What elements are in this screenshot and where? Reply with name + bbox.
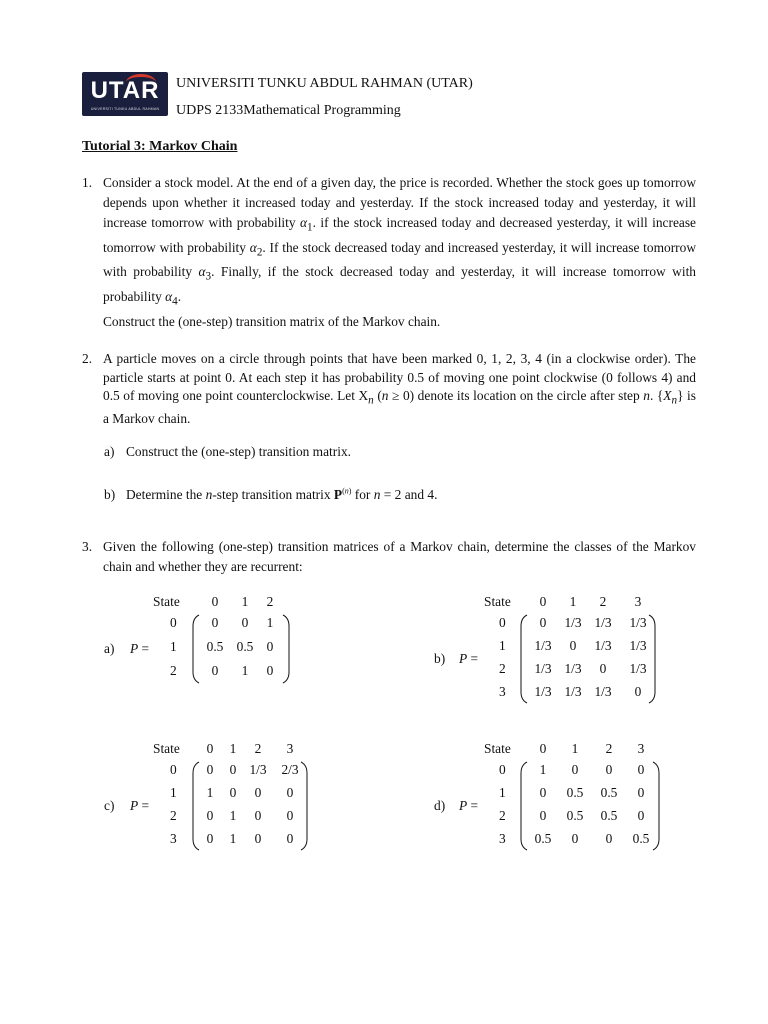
matrix-cell: 0 xyxy=(206,831,214,846)
matrix-column-state: 3 xyxy=(286,741,294,756)
matrix-cell: 1/3 xyxy=(564,661,582,676)
matrix-cell: 0 xyxy=(254,808,262,823)
matrix-row-state: 1 xyxy=(170,639,177,654)
matrix-column-state: 0 xyxy=(539,741,547,756)
matrix-column-state: 2 xyxy=(266,594,274,609)
matrix-label: c) xyxy=(104,798,115,813)
matrix-cell: 1/3 xyxy=(249,762,267,777)
matrix-cell: 1/3 xyxy=(534,684,552,699)
matrix-cell: 2/3 xyxy=(281,762,299,777)
matrix-p-label: P = xyxy=(459,798,479,813)
question-2b-label: b) xyxy=(104,487,116,503)
matrix-row-state: 3 xyxy=(170,831,177,846)
question-2b-text: Determine the n-step transition matrix $P^{(n)}$ for n = 2 and 4. xyxy=(126,487,438,503)
matrix-row-state: 0 xyxy=(499,762,506,777)
question-2-number: 2. xyxy=(82,351,93,366)
question-2a-text: Construct the (one-step) transition matrix. xyxy=(126,444,351,459)
matrix-cell: 0 xyxy=(605,762,613,777)
matrix-cell: 0.5 xyxy=(534,831,552,846)
question-1-number: 1. xyxy=(82,175,93,190)
page-title: Tutorial 3: Markov Chain xyxy=(82,139,238,154)
matrix-close-paren xyxy=(647,614,657,704)
matrix-cell: 0 xyxy=(211,615,219,630)
matrix-open-paren xyxy=(519,614,529,704)
matrix-p-label: P = xyxy=(459,651,479,666)
matrix-open-paren xyxy=(519,761,529,851)
matrix-p-label: P = xyxy=(130,641,150,656)
matrix-cell: 1/3 xyxy=(629,661,647,676)
matrix-cell: 0 xyxy=(286,831,294,846)
question-2b xyxy=(104,482,437,505)
matrix-state-header: State xyxy=(153,741,180,756)
matrix-column-state: 3 xyxy=(637,741,645,756)
matrix-cell: 0.5 xyxy=(600,808,618,823)
matrix-column-state: 1 xyxy=(569,594,577,609)
matrix-cell: 0 xyxy=(211,663,219,678)
matrix-label: b) xyxy=(434,651,446,666)
matrix-cell: 1 xyxy=(266,615,274,630)
matrix-cell: 0.5 xyxy=(236,639,254,654)
matrix-row-state: 2 xyxy=(170,808,177,823)
matrix-p-label: P = xyxy=(130,798,150,813)
matrix-cell: 1 xyxy=(206,785,214,800)
matrix-cell: 0.5 xyxy=(632,831,650,846)
matrix-row-state: 2 xyxy=(499,808,506,823)
matrix-cell: 0 xyxy=(241,615,249,630)
logo-text: UTAR xyxy=(90,77,160,104)
matrix-column-state: 0 xyxy=(539,594,547,609)
university-name: UNIVERSITI TUNKU ABDUL RAHMAN (UTAR) xyxy=(176,76,473,91)
matrix-open-paren xyxy=(191,761,201,851)
matrix-row-state: 1 xyxy=(499,785,506,800)
matrix-cell: 0 xyxy=(286,808,294,823)
matrix-column-state: 2 xyxy=(254,741,262,756)
matrix-cell: 0 xyxy=(634,684,642,699)
matrix-cell: 1/3 xyxy=(534,661,552,676)
matrix-column-state: 0 xyxy=(206,741,214,756)
matrix-cell: 0.5 xyxy=(566,785,584,800)
question-1-text: Consider a stock model. At the end of a given day, the price is recorded. Whether the stock goes up tomorrow depends upon whether it increased today and yesterday. If the stock increased today and yesterday, it will increase tomorrow with probability $\alpha_1$. if the stock increased today and decreased yesterday, it will increase tomorrow with probability $\alpha_2$. If the stock decreased today and increased yesterday, it will increase tomorrow with probability $\alpha_3$. Finally, if the stock decreased today and yesterday, it will increase tomorrow with probability $\alpha_4$. xyxy=(103,175,696,308)
matrix-cell: 0.5 xyxy=(566,808,584,823)
matrix-cell: 1 xyxy=(229,808,237,823)
matrix-state-header: State xyxy=(484,741,511,756)
matrix-cell: 0 xyxy=(569,638,577,653)
matrix-column-state: 1 xyxy=(241,594,249,609)
matrix-cell: 1/3 xyxy=(564,615,582,630)
matrix-column-state: 3 xyxy=(634,594,642,609)
matrix-cell: 0 xyxy=(539,808,547,823)
matrix-column-state: 1 xyxy=(571,741,579,756)
matrix-column-state: 1 xyxy=(229,741,237,756)
matrix-cell: 0 xyxy=(266,639,274,654)
matrix-cell: 0 xyxy=(254,831,262,846)
matrix-cell: 0 xyxy=(539,615,547,630)
matrix-close-paren xyxy=(651,761,661,851)
matrix-cell: 0 xyxy=(286,785,294,800)
question-3 xyxy=(82,537,696,577)
question-1 xyxy=(82,173,696,332)
matrix-state-header: State xyxy=(153,594,180,609)
matrix-cell: 1/3 xyxy=(629,615,647,630)
matrix-close-paren xyxy=(299,761,309,851)
matrix-column-state: 0 xyxy=(211,594,219,609)
matrix-cell: 0 xyxy=(605,831,613,846)
course-name: UDPS 2133Mathematical Programming xyxy=(176,103,401,118)
question-1-construct: Construct the (one-step) transition matrix of the Markov chain. xyxy=(103,313,441,329)
question-2 xyxy=(82,350,696,429)
question-2a xyxy=(104,442,351,462)
matrix-cell: 1/3 xyxy=(594,615,612,630)
matrix-cell: 0 xyxy=(571,762,579,777)
matrix-cell: 0.5 xyxy=(206,639,224,654)
matrix-row-state: 0 xyxy=(170,615,177,630)
matrix-row-state: 2 xyxy=(170,663,177,678)
matrix-cell: 0 xyxy=(229,785,237,800)
matrix-cell: 1/3 xyxy=(594,684,612,699)
matrix-row-state: 1 xyxy=(170,785,177,800)
matrix-column-state: 2 xyxy=(605,741,613,756)
question-3-number: 3. xyxy=(82,539,93,554)
matrix-state-header: State xyxy=(484,594,511,609)
matrix-cell: 0 xyxy=(599,661,607,676)
matrix-cell: 0 xyxy=(637,785,645,800)
matrix-row-state: 1 xyxy=(499,638,506,653)
matrix-cell: 1 xyxy=(241,663,249,678)
matrix-cell: 0 xyxy=(229,762,237,777)
question-2-text: A particle moves on a circle through points that have been marked 0, 1, 2, 3, 4 (in a clockwise order). The particle starts at point 0. At each step it has probability 0.5 of moving one point clockwise (0 follows 4) and 0.5 of moving one point counterclockwise. Let $X_n$ (n ≥ 0) denote its location on the circle after step n. $\{X_n\}$ is a Markov chain. xyxy=(103,351,696,427)
matrix-cell: 0 xyxy=(571,831,579,846)
matrix-cell: 0 xyxy=(254,785,262,800)
matrix-cell: 0 xyxy=(539,785,547,800)
matrix-open-paren xyxy=(191,614,201,684)
matrix-row-state: 0 xyxy=(170,762,177,777)
matrix-cell: 1 xyxy=(229,831,237,846)
matrix-cell: 0 xyxy=(206,808,214,823)
question-3-text: Given the following (one-step) transition matrices of a Markov chain, determine the classes of the Markov chain and whether they are recurrent: xyxy=(103,539,696,574)
matrix-cell: 1/3 xyxy=(629,638,647,653)
matrix-row-state: 3 xyxy=(499,684,506,699)
matrix-label: d) xyxy=(434,798,446,813)
matrix-row-state: 2 xyxy=(499,661,506,676)
matrix-cell: 1/3 xyxy=(564,684,582,699)
question-2a-label: a) xyxy=(104,444,115,459)
matrix-row-state: 0 xyxy=(499,615,506,630)
matrix-cell: 0 xyxy=(637,762,645,777)
matrix-cell: 0 xyxy=(206,762,214,777)
matrix-label: a) xyxy=(104,641,115,656)
matrix-cell: 0 xyxy=(637,808,645,823)
logo-subtext: UNIVERSITI TUNKU ABDUL RAHMAN xyxy=(90,107,160,111)
matrix-cell: 1/3 xyxy=(534,638,552,653)
matrix-cell: 0 xyxy=(266,663,274,678)
utar-logo xyxy=(82,72,168,116)
matrix-cell: 1 xyxy=(539,762,547,777)
matrix-column-state: 2 xyxy=(599,594,607,609)
matrix-cell: 0.5 xyxy=(600,785,618,800)
matrix-row-state: 3 xyxy=(499,831,506,846)
matrix-close-paren xyxy=(281,614,291,684)
matrix-cell: 1/3 xyxy=(594,638,612,653)
